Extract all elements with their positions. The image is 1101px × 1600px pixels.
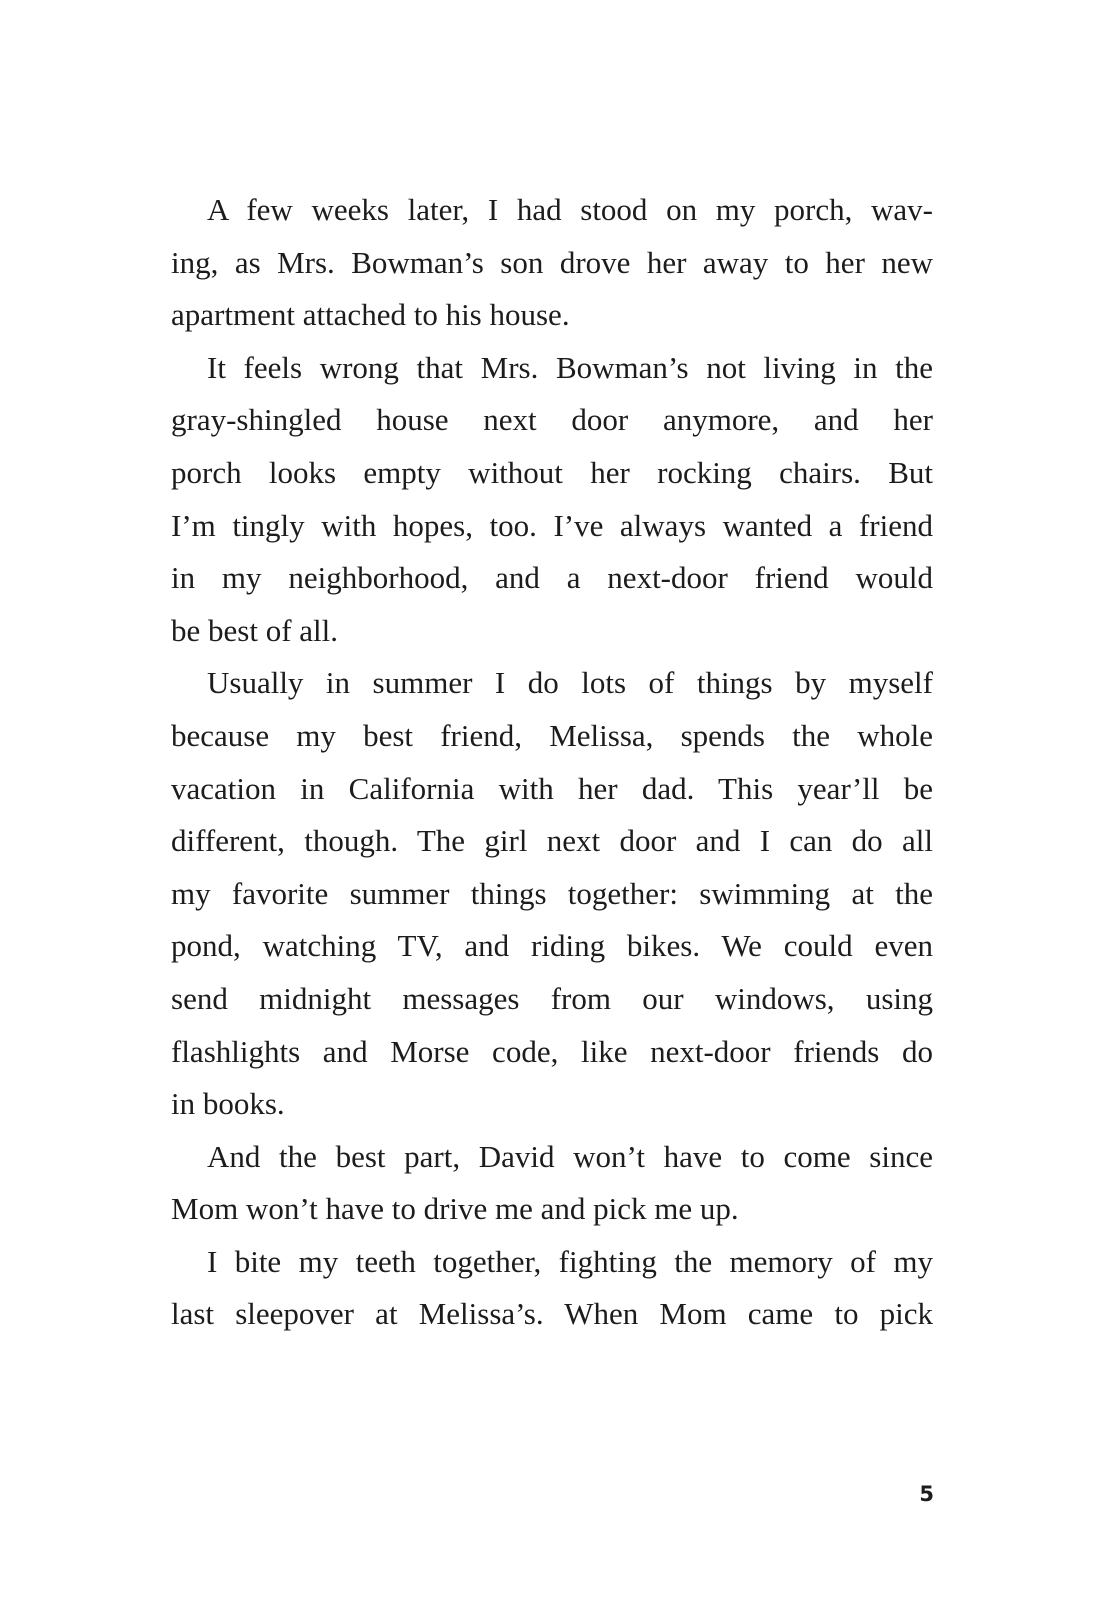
text-line: A few weeks later, I had stood on my porch, wav- <box>207 192 933 227</box>
text-line: because my best friend, Melissa, spends the whole <box>171 717 933 753</box>
text-line: Usually in summer I do lots of things by myself <box>207 665 933 701</box>
text-line: And the best part, David won’t have to come since <box>207 1138 933 1174</box>
body-text <box>171 184 933 1341</box>
text-line: porch looks empty without her rocking chairs. But <box>171 454 933 490</box>
text-line: ing, as Mrs. Bowman’s son drove her away to her new <box>171 244 933 280</box>
text-line: last sleepover at Melissa’s. When Mom came to pick <box>171 1296 933 1332</box>
text-line: It feels wrong that Mrs. Bowman’s not living in the <box>207 349 933 385</box>
text-line: I bite my teeth together, fighting the memory of my <box>207 1243 933 1279</box>
text-line: in my neighborhood, and a next-door friend would <box>171 560 933 596</box>
text-line: gray-shingled house next door anymore, and her <box>171 402 933 438</box>
page-number: 5 <box>919 1482 934 1506</box>
text-line: vacation in California with her dad. This year’ll be <box>171 770 933 806</box>
text-line: I’m tingly with hopes, too. I’ve always wanted a friend <box>171 507 933 543</box>
text-line: send midnight messages from our windows, using <box>171 980 933 1016</box>
text-line: apartment attached to his house. <box>171 297 570 333</box>
text-line: flashlights and Morse code, like next-door friends do <box>171 1033 933 1069</box>
text-line: my favorite summer things together: swimming at the <box>171 875 933 911</box>
text-line: be best of all. <box>171 612 339 648</box>
text-line: different, though. The girl next door and I can do all <box>171 823 933 859</box>
text-line: pond, watching TV, and riding bikes. We could even <box>171 928 933 964</box>
text-line: in books. <box>171 1086 285 1122</box>
text-line: Mom won’t have to drive me and pick me up. <box>171 1191 739 1227</box>
